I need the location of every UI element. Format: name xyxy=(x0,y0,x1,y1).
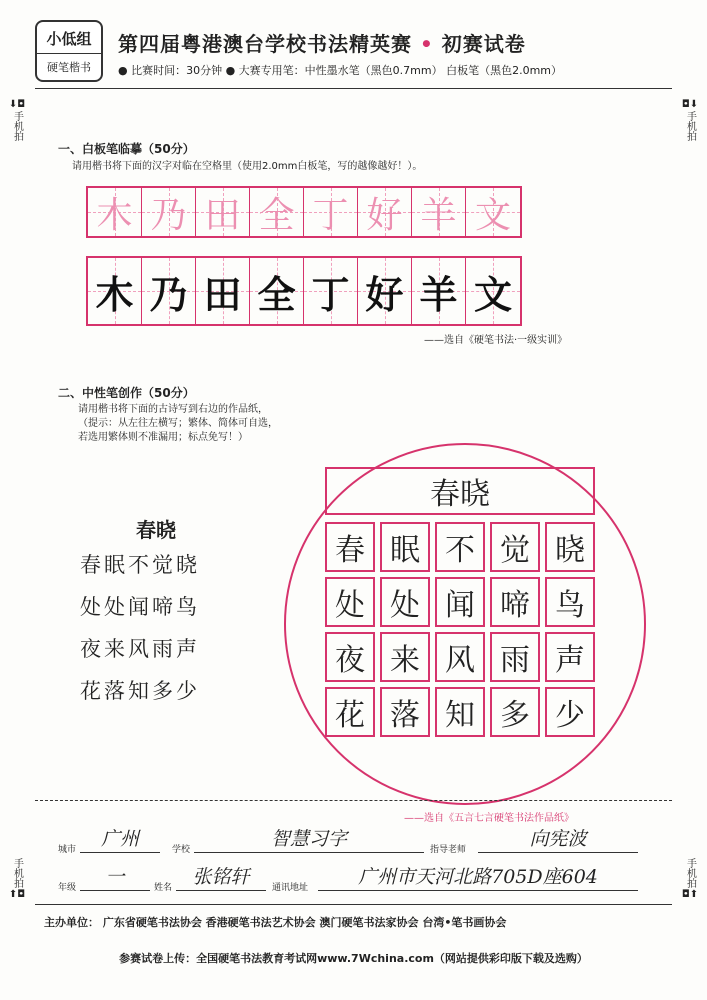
written-cell xyxy=(412,258,466,324)
artwork-grid xyxy=(325,522,600,742)
header-divider xyxy=(35,88,672,89)
model-char: 木 xyxy=(96,194,133,236)
artwork-cell: 风 xyxy=(435,632,485,682)
title-main: 第四届粤港澳台学校书法精英赛 xyxy=(118,32,412,56)
artwork-cell: 春 xyxy=(325,522,375,572)
instruction-line: （提示：从左往左横写；繁体、简体可自选， xyxy=(78,418,278,429)
written-char: 丁 xyxy=(311,272,350,317)
organizers-line: 主办单位： 广东省硬笔书法协会 香港硬笔书法艺术协会 澳门硬笔书法家协会 台湾•笔书画协会 xyxy=(44,916,507,929)
poem-line: 处处闻啼鸟 xyxy=(80,595,200,619)
teacher-label: 指导老师 xyxy=(430,845,467,855)
section1-source: ——选自《硬笔书法·一级实训》 xyxy=(424,335,568,346)
written-cell xyxy=(304,258,358,324)
model-char: 丁 xyxy=(312,194,349,236)
artwork-row xyxy=(325,632,600,682)
artwork-cell: 花 xyxy=(325,687,375,737)
artwork-title-box: 春晓 xyxy=(325,467,595,515)
address-label: 通讯地址 xyxy=(272,883,309,893)
written-cell xyxy=(88,258,142,324)
name-field[interactable]: 张铭轩 xyxy=(176,862,266,891)
artwork-row xyxy=(325,687,600,737)
footer-divider xyxy=(35,904,672,905)
camera-icon: ◘⬇ xyxy=(681,99,699,110)
written-char: 木 xyxy=(95,272,134,317)
form-divider xyxy=(35,800,672,801)
badge-group-label: 小低组 xyxy=(37,22,101,54)
artwork-cell: 来 xyxy=(380,632,430,682)
artwork-row xyxy=(325,577,600,627)
side-label: 手机拍 xyxy=(684,858,696,888)
address-field[interactable]: 广州市天河北路705D座604 xyxy=(318,862,638,891)
title-dot: • xyxy=(419,32,434,56)
model-char: 田 xyxy=(204,194,241,236)
model-cell xyxy=(196,188,250,236)
teacher-field[interactable]: 向宪波 xyxy=(478,824,638,853)
written-char: 羊 xyxy=(419,272,458,317)
model-cell xyxy=(142,188,196,236)
upload-line: 参赛试卷上传：全国硬笔书法教育考试网www.7Wchina.com（网站提供彩印版下载及选购） xyxy=(119,952,588,965)
side-note-left-bottom xyxy=(6,858,28,901)
school-field[interactable]: 智慧习字 xyxy=(194,824,424,853)
artwork-cell: 少 xyxy=(545,687,595,737)
artwork-row xyxy=(325,522,600,572)
model-cell xyxy=(250,188,304,236)
model-char: 文 xyxy=(474,194,511,236)
badge-style-label: 硬笔楷书 xyxy=(47,61,91,74)
artwork-cell: 夜 xyxy=(325,632,375,682)
model-cell xyxy=(412,188,466,236)
side-note-left-top xyxy=(6,98,28,141)
instruction-line: 若选用繁体则不准漏用；标点免写！） xyxy=(78,432,248,443)
model-char: 好 xyxy=(366,194,403,236)
artwork-cell: 处 xyxy=(380,577,430,627)
artwork-cell: 知 xyxy=(435,687,485,737)
section1-instruction: 请用楷书将下面的汉字对临在空格里（使用2.0mm白板笔，写的越像越好！）。 xyxy=(72,161,423,172)
artwork-cell: 声 xyxy=(545,632,595,682)
section1-title: 一、白板笔临摹（50分） xyxy=(58,142,195,156)
model-cell xyxy=(466,188,520,236)
artwork-cell: 处 xyxy=(325,577,375,627)
written-cell xyxy=(358,258,412,324)
camera-icon: ⬆◘ xyxy=(8,889,26,900)
poem-text xyxy=(80,544,260,712)
written-char: 田 xyxy=(203,272,242,317)
camera-icon: ⬇◘ xyxy=(8,99,26,110)
written-char: 乃 xyxy=(149,272,188,317)
name-label: 姓名 xyxy=(154,883,173,893)
page-subtitle: ● 比赛时间：30分钟 ● 大赛专用笔：中性墨水笔（黑色0.7mm） 白板笔（黑色2.0mm） xyxy=(118,64,563,77)
grade-field[interactable]: 一 xyxy=(80,862,150,891)
side-label: 手机拍 xyxy=(11,111,23,141)
written-char: 好 xyxy=(365,272,404,317)
artwork-cell: 觉 xyxy=(490,522,540,572)
artwork-cell: 落 xyxy=(380,687,430,737)
group-badge xyxy=(35,20,103,82)
model-char-grid xyxy=(86,186,522,238)
side-label: 手机拍 xyxy=(684,111,696,141)
written-char-grid xyxy=(86,256,522,326)
artwork-cell: 多 xyxy=(490,687,540,737)
written-cell xyxy=(142,258,196,324)
model-cell xyxy=(88,188,142,236)
written-cell xyxy=(466,258,520,324)
side-note-right-top xyxy=(679,98,701,141)
school-label: 学校 xyxy=(172,845,191,855)
poem-line: 花落知多少 xyxy=(80,679,200,703)
model-cell xyxy=(304,188,358,236)
written-char: 全 xyxy=(257,272,296,317)
artwork-cell: 晓 xyxy=(545,522,595,572)
side-label: 手机拍 xyxy=(11,858,23,888)
artwork-cell: 眠 xyxy=(380,522,430,572)
grade-label: 年级 xyxy=(58,883,77,893)
written-cell xyxy=(250,258,304,324)
section2-instruction xyxy=(78,403,278,445)
poem-line: 夜来风雨声 xyxy=(80,637,200,661)
model-char: 乃 xyxy=(150,194,187,236)
artwork-cell: 鸟 xyxy=(545,577,595,627)
section2-source: ——选自《五言七言硬笔书法作品纸》 xyxy=(404,813,574,824)
page-title xyxy=(118,28,526,57)
camera-icon: ◘⬆ xyxy=(681,889,699,900)
title-suffix: 初赛试卷 xyxy=(441,32,526,56)
poem-line: 春眠不觉晓 xyxy=(80,553,200,577)
artwork-cell: 雨 xyxy=(490,632,540,682)
model-cell xyxy=(358,188,412,236)
written-char: 文 xyxy=(473,272,512,317)
model-char: 羊 xyxy=(420,194,457,236)
side-note-right-bottom xyxy=(679,858,701,901)
model-char: 全 xyxy=(258,194,295,236)
artwork-cell: 闻 xyxy=(435,577,485,627)
city-field[interactable]: 广州 xyxy=(80,824,160,853)
section2-title: 二、中性笔创作（50分） xyxy=(58,386,195,400)
written-cell xyxy=(196,258,250,324)
instruction-line: 请用楷书将下面的古诗写到右边的作品纸， xyxy=(78,404,268,415)
city-label: 城市 xyxy=(58,845,77,855)
artwork-cell: 啼 xyxy=(490,577,540,627)
poem-title: 春晓 xyxy=(136,518,176,542)
artwork-cell: 不 xyxy=(435,522,485,572)
